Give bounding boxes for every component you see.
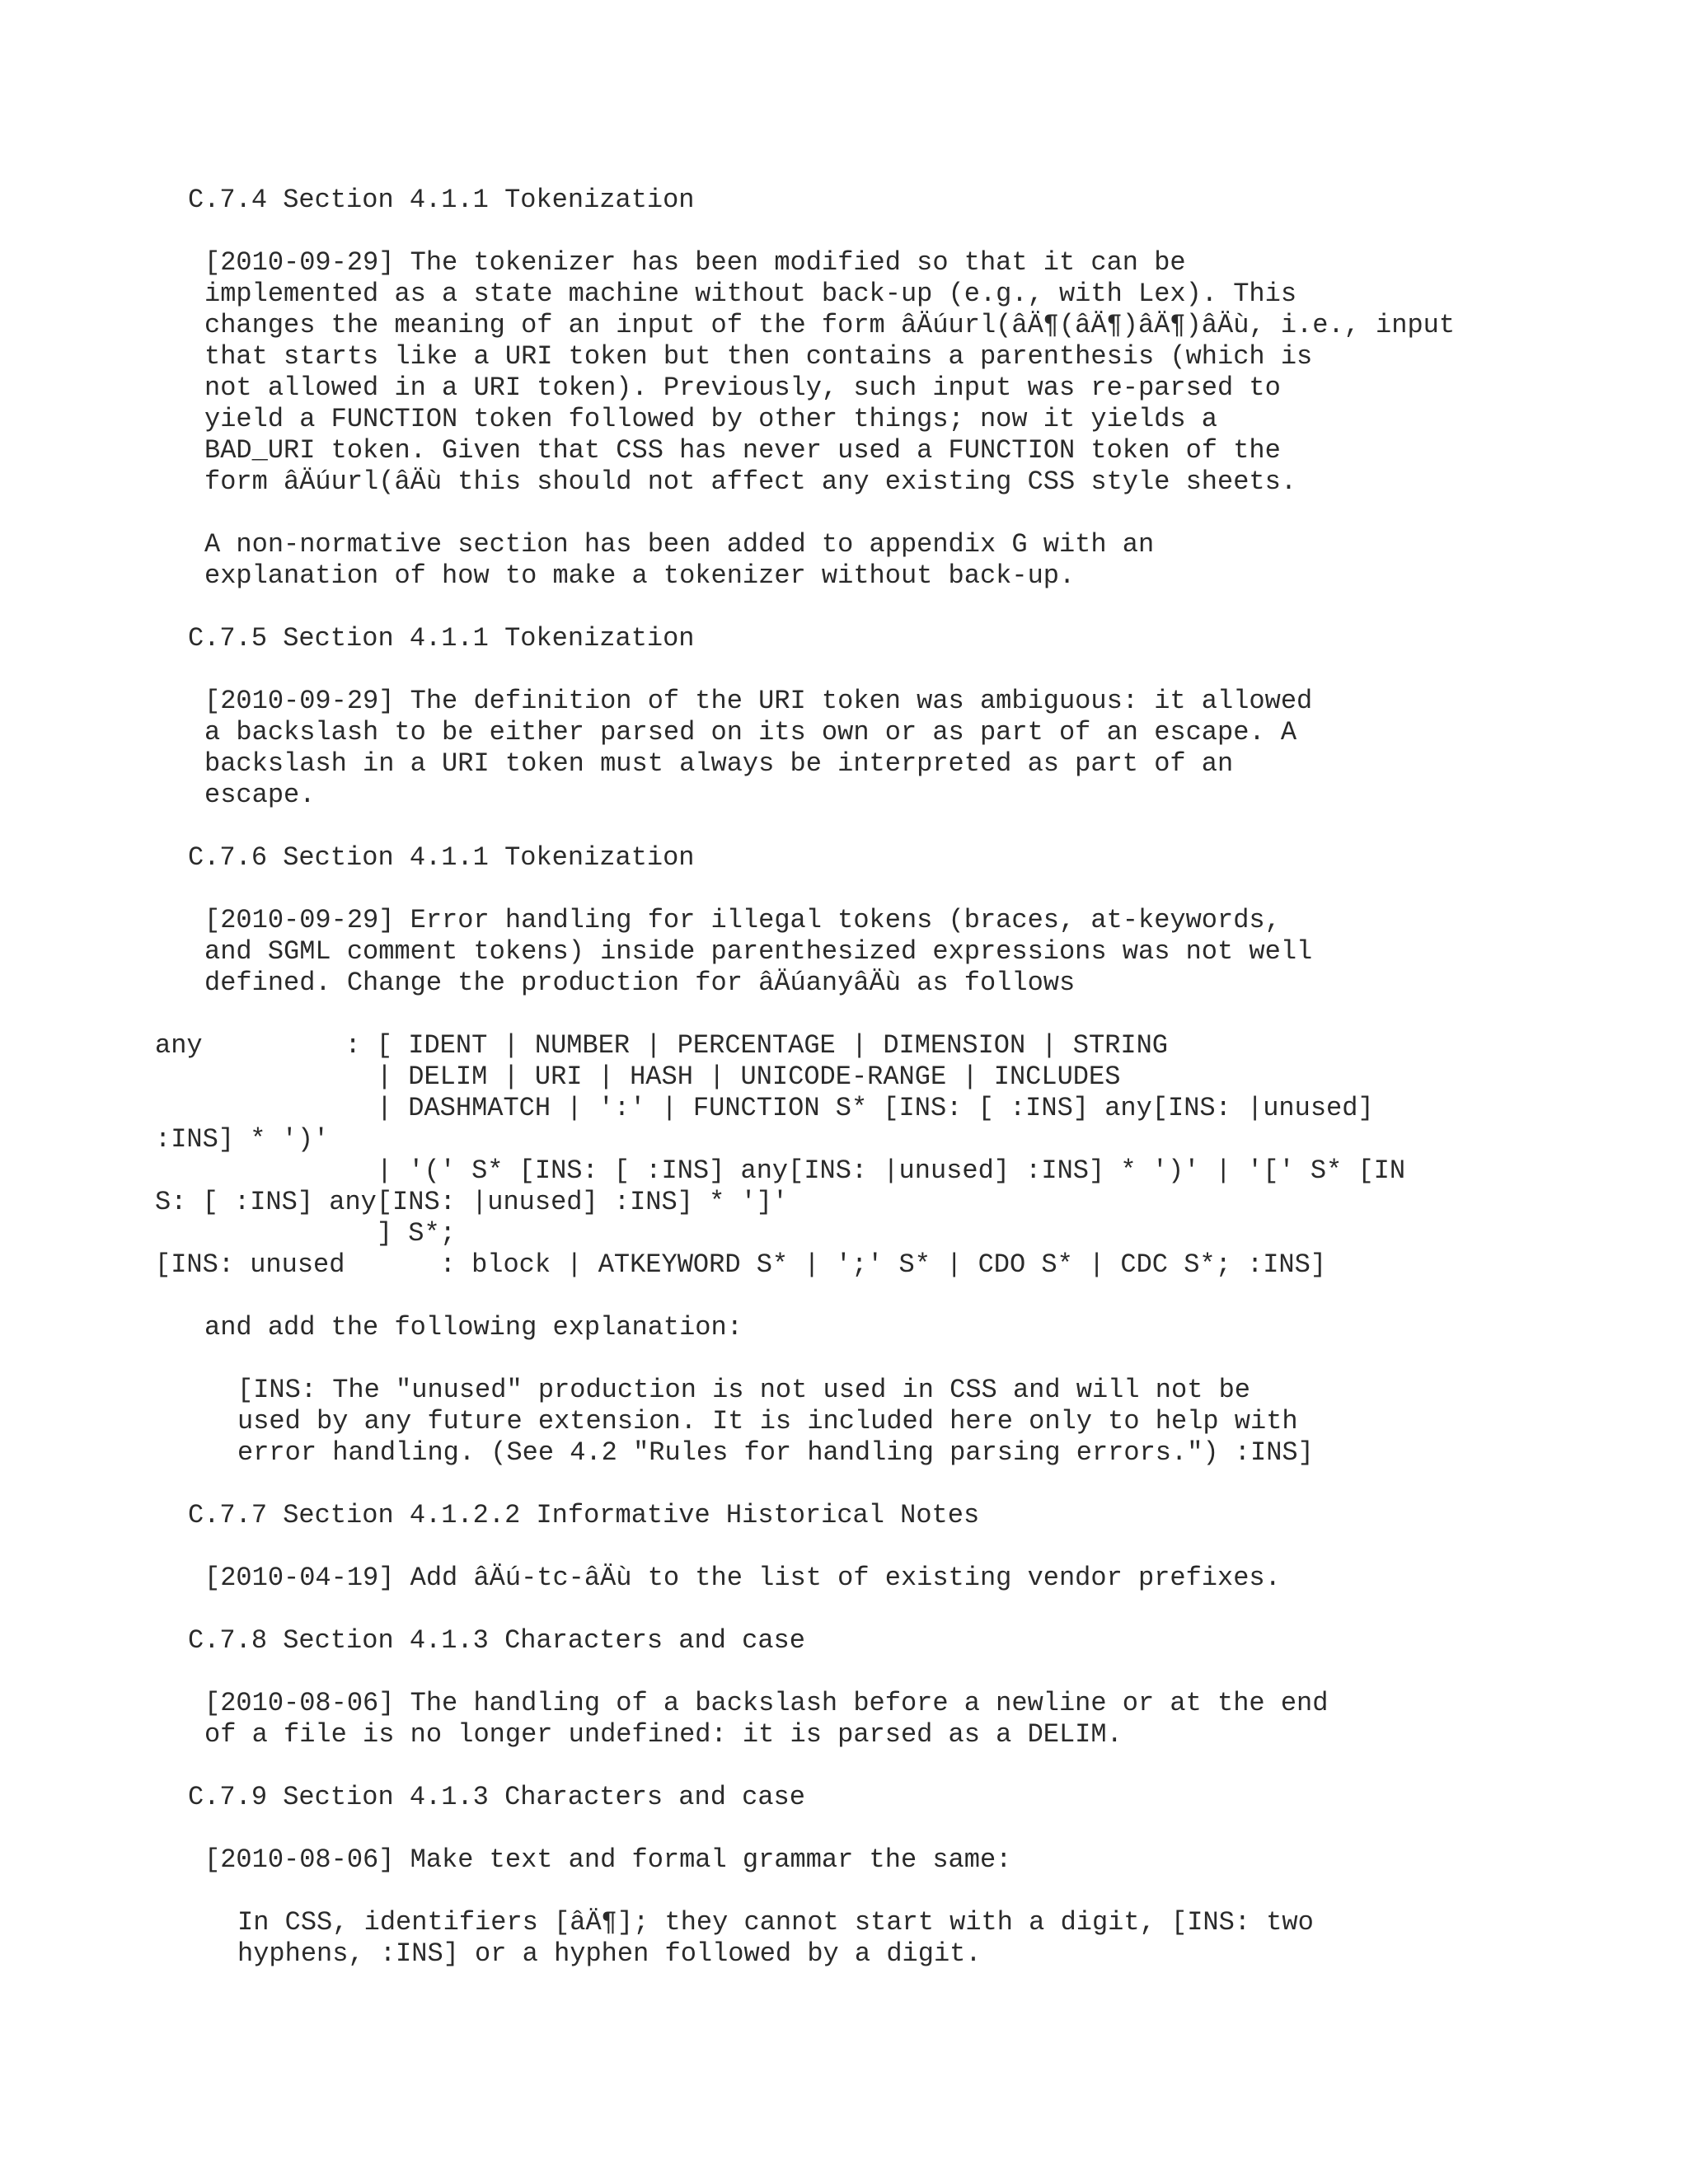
text-line: of a file is no longer undefined: it is parsed as a DELIM. [204, 1719, 1123, 1750]
section-heading: C.7.8 Section 4.1.3 Characters and case [188, 1625, 805, 1656]
code-line: ] S*; [155, 1218, 456, 1249]
code-line: any : [ IDENT | NUMBER | PERCENTAGE | DIMENSION | STRING [155, 1030, 1168, 1061]
text-line: A non-normative section has been added to appendix G with an [204, 529, 1155, 560]
section-heading: C.7.5 Section 4.1.1 Tokenization [188, 623, 695, 654]
text-line: yield a FUNCTION token followed by other things; now it yields a [204, 404, 1217, 434]
code-line: | DASHMATCH | ':' | FUNCTION S* [INS: [ :INS] any[INS: |unused] [155, 1093, 1374, 1123]
quoted-line: In CSS, identifiers [âÄ¶]; they cannot start with a digit, [INS: two [237, 1907, 1314, 1938]
section-heading: C.7.7 Section 4.1.2.2 Informative Historical Notes [188, 1500, 980, 1530]
section-heading: C.7.9 Section 4.1.3 Characters and case [188, 1782, 805, 1812]
text-line: escape. [204, 780, 316, 810]
text-line: [2010-08-06] The handling of a backslash before a newline or at the end [204, 1688, 1329, 1718]
text-line: [2010-08-06] Make text and formal grammar the same: [204, 1844, 1012, 1875]
quoted-line: [INS: The "unused" production is not used in CSS and will not be [237, 1375, 1250, 1405]
quoted-line: hyphens, :INS] or a hyphen followed by a digit. [237, 1938, 982, 1969]
code-line: | '(' S* [INS: [ :INS] any[INS: |unused] :INS] * ')' | '[' S* [IN [155, 1155, 1406, 1186]
text-line: explanation of how to make a tokenizer without back-up. [204, 560, 1076, 591]
text-line: BAD_URI token. Given that CSS has never used a FUNCTION token of the [204, 435, 1281, 466]
text-line: and SGML comment tokens) inside parenthesized expressions was not well [204, 936, 1313, 967]
text-line: backslash in a URI token must always be interpreted as part of an [204, 748, 1234, 779]
code-line: [INS: unused : block | ATKEYWORD S* | ';' S* | CDO S* | CDC S*; :INS] [155, 1249, 1327, 1280]
text-line: implemented as a state machine without back-up (e.g., with Lex). This [204, 279, 1297, 309]
code-line: | DELIM | URI | HASH | UNICODE-RANGE | INCLUDES [155, 1062, 1121, 1092]
text-line: and add the following explanation: [204, 1312, 743, 1343]
section-heading: C.7.4 Section 4.1.1 Tokenization [188, 185, 695, 215]
text-line: [2010-09-29] The tokenizer has been modified so that it can be [204, 247, 1186, 278]
quoted-line: error handling. (See 4.2 "Rules for handling parsing errors.") :INS] [237, 1437, 1314, 1468]
text-line: [2010-09-29] The definition of the URI token was ambiguous: it allowed [204, 686, 1313, 716]
text-line: [2010-09-29] Error handling for illegal tokens (braces, at-keywords, [204, 905, 1281, 935]
code-line: :INS] * ')' [155, 1124, 330, 1155]
text-line: changes the meaning of an input of the form âÄúurl(âÄ¶(âÄ¶)âÄ¶)âÄù, i.e., input [204, 310, 1456, 340]
text-line: that starts like a URI token but then contains a parenthesis (which is [204, 341, 1313, 372]
code-line: S: [ :INS] any[INS: |unused] :INS] * ']' [155, 1187, 789, 1217]
text-line: defined. Change the production for âÄúanyâÄù as follows [204, 968, 1076, 998]
text-line: [2010-04-19] Add âÄú-tc-âÄù to the list of existing vendor prefixes. [204, 1563, 1281, 1593]
section-heading: C.7.6 Section 4.1.1 Tokenization [188, 842, 695, 873]
text-line: form âÄúurl(âÄù this should not affect any existing CSS style sheets. [204, 466, 1297, 497]
quoted-line: used by any future extension. It is included here only to help with [237, 1406, 1298, 1436]
text-line: not allowed in a URI token). Previously, such input was re-parsed to [204, 373, 1281, 403]
text-line: a backslash to be either parsed on its own or as part of an escape. A [204, 717, 1297, 748]
